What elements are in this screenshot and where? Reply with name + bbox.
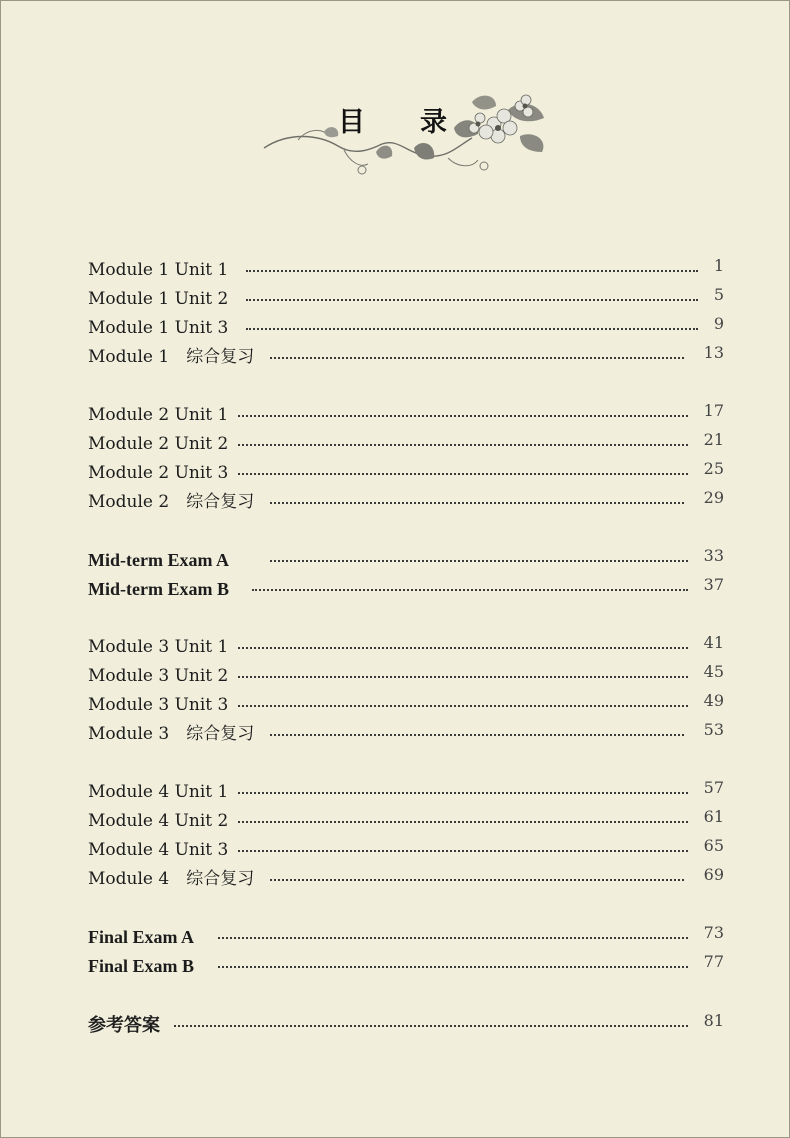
toc-entry[interactable]	[88, 488, 728, 516]
toc-entry-label: Module 3 综合复习	[88, 724, 255, 744]
toc-entry-label: Mid-term Exam B	[88, 579, 229, 599]
toc-entry[interactable]	[88, 778, 728, 806]
toc-entry-label: Module 3 Unit 3	[88, 695, 229, 715]
toc-entry-label: Module 3 Unit 1	[88, 637, 229, 657]
toc-entry[interactable]	[88, 923, 728, 951]
toc-page-number: 33	[703, 546, 724, 565]
toc-entry-label: Module 4 Unit 3	[88, 840, 229, 860]
toc-leader-dots	[218, 966, 688, 968]
toc-entry-label: Module 3 Unit 2	[88, 666, 229, 686]
toc-entry-label: Module 1 Unit 1	[88, 260, 229, 280]
toc-page-number: 21	[703, 430, 724, 449]
toc-entry-label: Module 4 综合复习	[88, 869, 255, 889]
toc-entry-label: Module 1 Unit 2	[88, 289, 229, 309]
toc-page-number: 57	[703, 778, 724, 797]
toc-entry[interactable]	[88, 459, 728, 487]
toc-entry-label: Module 2 综合复习	[88, 492, 255, 512]
toc-page-number: 1	[713, 256, 724, 275]
toc-leader-dots	[270, 734, 684, 736]
toc-entry[interactable]	[88, 401, 728, 429]
toc-entry-label: Final Exam B	[88, 956, 195, 976]
toc-page-number: 53	[703, 720, 724, 739]
toc-entry-label: Module 1 综合复习	[88, 347, 255, 367]
title-char-1: 目	[338, 107, 365, 138]
toc-entry[interactable]	[88, 343, 728, 371]
toc-leader-dots	[238, 792, 688, 794]
toc-leader-dots	[252, 589, 688, 591]
toc-leader-dots	[238, 473, 688, 475]
toc-entry-label: Module 1 Unit 3	[88, 318, 229, 338]
toc-entry-label: 参考答案	[88, 1015, 160, 1035]
toc-entry[interactable]	[88, 314, 728, 342]
toc-page-number: 81	[703, 1011, 724, 1030]
toc-entry[interactable]	[88, 836, 728, 864]
toc-leader-dots	[270, 357, 684, 359]
toc-entry[interactable]	[88, 807, 728, 835]
toc-entry-label: Module 4 Unit 1	[88, 782, 229, 802]
title-char-2: 录	[420, 107, 447, 138]
toc-page-number: 73	[703, 923, 724, 942]
toc-page-number: 37	[703, 575, 724, 594]
toc-page-number: 5	[713, 285, 724, 304]
toc-entry-label: Module 2 Unit 2	[88, 434, 229, 454]
page-title	[338, 100, 447, 139]
toc-leader-dots	[270, 560, 688, 562]
toc-entry[interactable]	[88, 720, 728, 748]
toc-leader-dots	[238, 850, 688, 852]
toc-entry[interactable]	[88, 662, 728, 690]
toc-leader-dots	[238, 647, 688, 649]
toc-leader-dots	[238, 821, 688, 823]
toc-page-number: 13	[703, 343, 724, 362]
toc-page-number: 65	[703, 836, 724, 855]
toc-page-number: 69	[703, 865, 724, 884]
floral-vine-ornament	[258, 88, 558, 184]
toc-page-number: 17	[703, 401, 724, 420]
toc-entry[interactable]	[88, 575, 728, 603]
toc-entry[interactable]	[88, 952, 728, 980]
toc-page-number: 9	[713, 314, 724, 333]
toc-leader-dots	[238, 444, 688, 446]
toc-page-number: 41	[703, 633, 724, 652]
toc-leader-dots	[238, 676, 688, 678]
toc-leader-dots	[246, 328, 698, 330]
toc-entry[interactable]	[88, 430, 728, 458]
toc-entry[interactable]	[88, 256, 728, 284]
toc-entry[interactable]	[88, 691, 728, 719]
toc-leader-dots	[270, 879, 684, 881]
toc-page-number: 25	[703, 459, 724, 478]
toc-entry[interactable]	[88, 633, 728, 661]
toc-page-number: 77	[703, 952, 724, 971]
toc-entry[interactable]	[88, 285, 728, 313]
toc-leader-dots	[238, 415, 688, 417]
toc-entry[interactable]	[88, 1011, 728, 1039]
toc-page-number: 29	[703, 488, 724, 507]
toc-entry-label: Module 4 Unit 2	[88, 811, 229, 831]
toc-entry[interactable]	[88, 865, 728, 893]
toc-entry-label: Module 2 Unit 1	[88, 405, 229, 425]
toc-leader-dots	[174, 1025, 688, 1027]
toc-page-number: 45	[703, 662, 724, 681]
toc-entry[interactable]	[88, 546, 728, 574]
toc-leader-dots	[270, 502, 684, 504]
toc-entry-label: Module 2 Unit 3	[88, 463, 229, 483]
toc-page-number: 49	[703, 691, 724, 710]
toc-entry-label: Final Exam A	[88, 927, 195, 947]
toc-leader-dots	[238, 705, 688, 707]
toc-entry-label: Mid-term Exam A	[88, 550, 229, 570]
toc-leader-dots	[246, 299, 698, 301]
toc-leader-dots	[246, 270, 698, 272]
toc-page-number: 61	[703, 807, 724, 826]
toc-leader-dots	[218, 937, 688, 939]
